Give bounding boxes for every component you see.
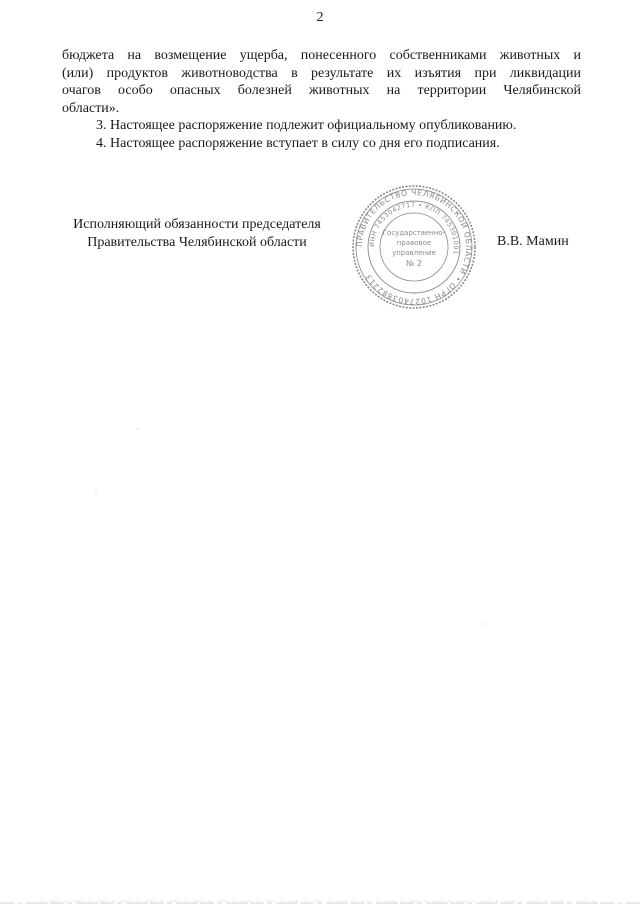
signatory-title-line: Правительства Челябинской области <box>87 235 307 250</box>
paragraph-line: бюджета на возмещение ущерба, понесенного собственниками животных и <box>62 48 581 63</box>
document-body <box>62 47 581 152</box>
paragraph-line: области». <box>62 100 120 116</box>
page-number: 2 <box>316 10 324 25</box>
signatory-name: В.В. Мамин <box>497 234 569 249</box>
signatory-title <box>62 216 332 252</box>
official-seal-stamp <box>350 183 478 311</box>
seal-center-line: управление <box>392 249 436 257</box>
seal-center-line: Государственно- <box>382 229 446 237</box>
paragraph-line: (или) продуктов животноводства в результате их изъятия при ликвидации <box>62 65 581 81</box>
clause-publication: 3. Настоящее распоряжение подлежит официальному опубликованию. <box>96 118 517 133</box>
scan-bottom-edge <box>0 890 640 905</box>
seal-center-line: правовое <box>396 239 432 247</box>
clause-effective-date: 4. Настоящее распоряжение вступает в силу со дня его подписания. <box>96 135 500 151</box>
signatory-title-line: Исполняющий обязанности председателя <box>73 217 321 232</box>
paragraph-line: очагов особо опасных болезней животных на территории Челябинской <box>62 83 581 98</box>
seal-outer-text: ПРАВИТЕЛЬСТВО ЧЕЛЯБИНСКОЙ ОБЛАСТИ • ОГРН 1027403882213 <box>354 187 474 307</box>
seal-inner-text: ИНН 7453042717 • КПП 745301001 <box>367 200 461 256</box>
seal-center-line: № 2 <box>406 259 422 268</box>
